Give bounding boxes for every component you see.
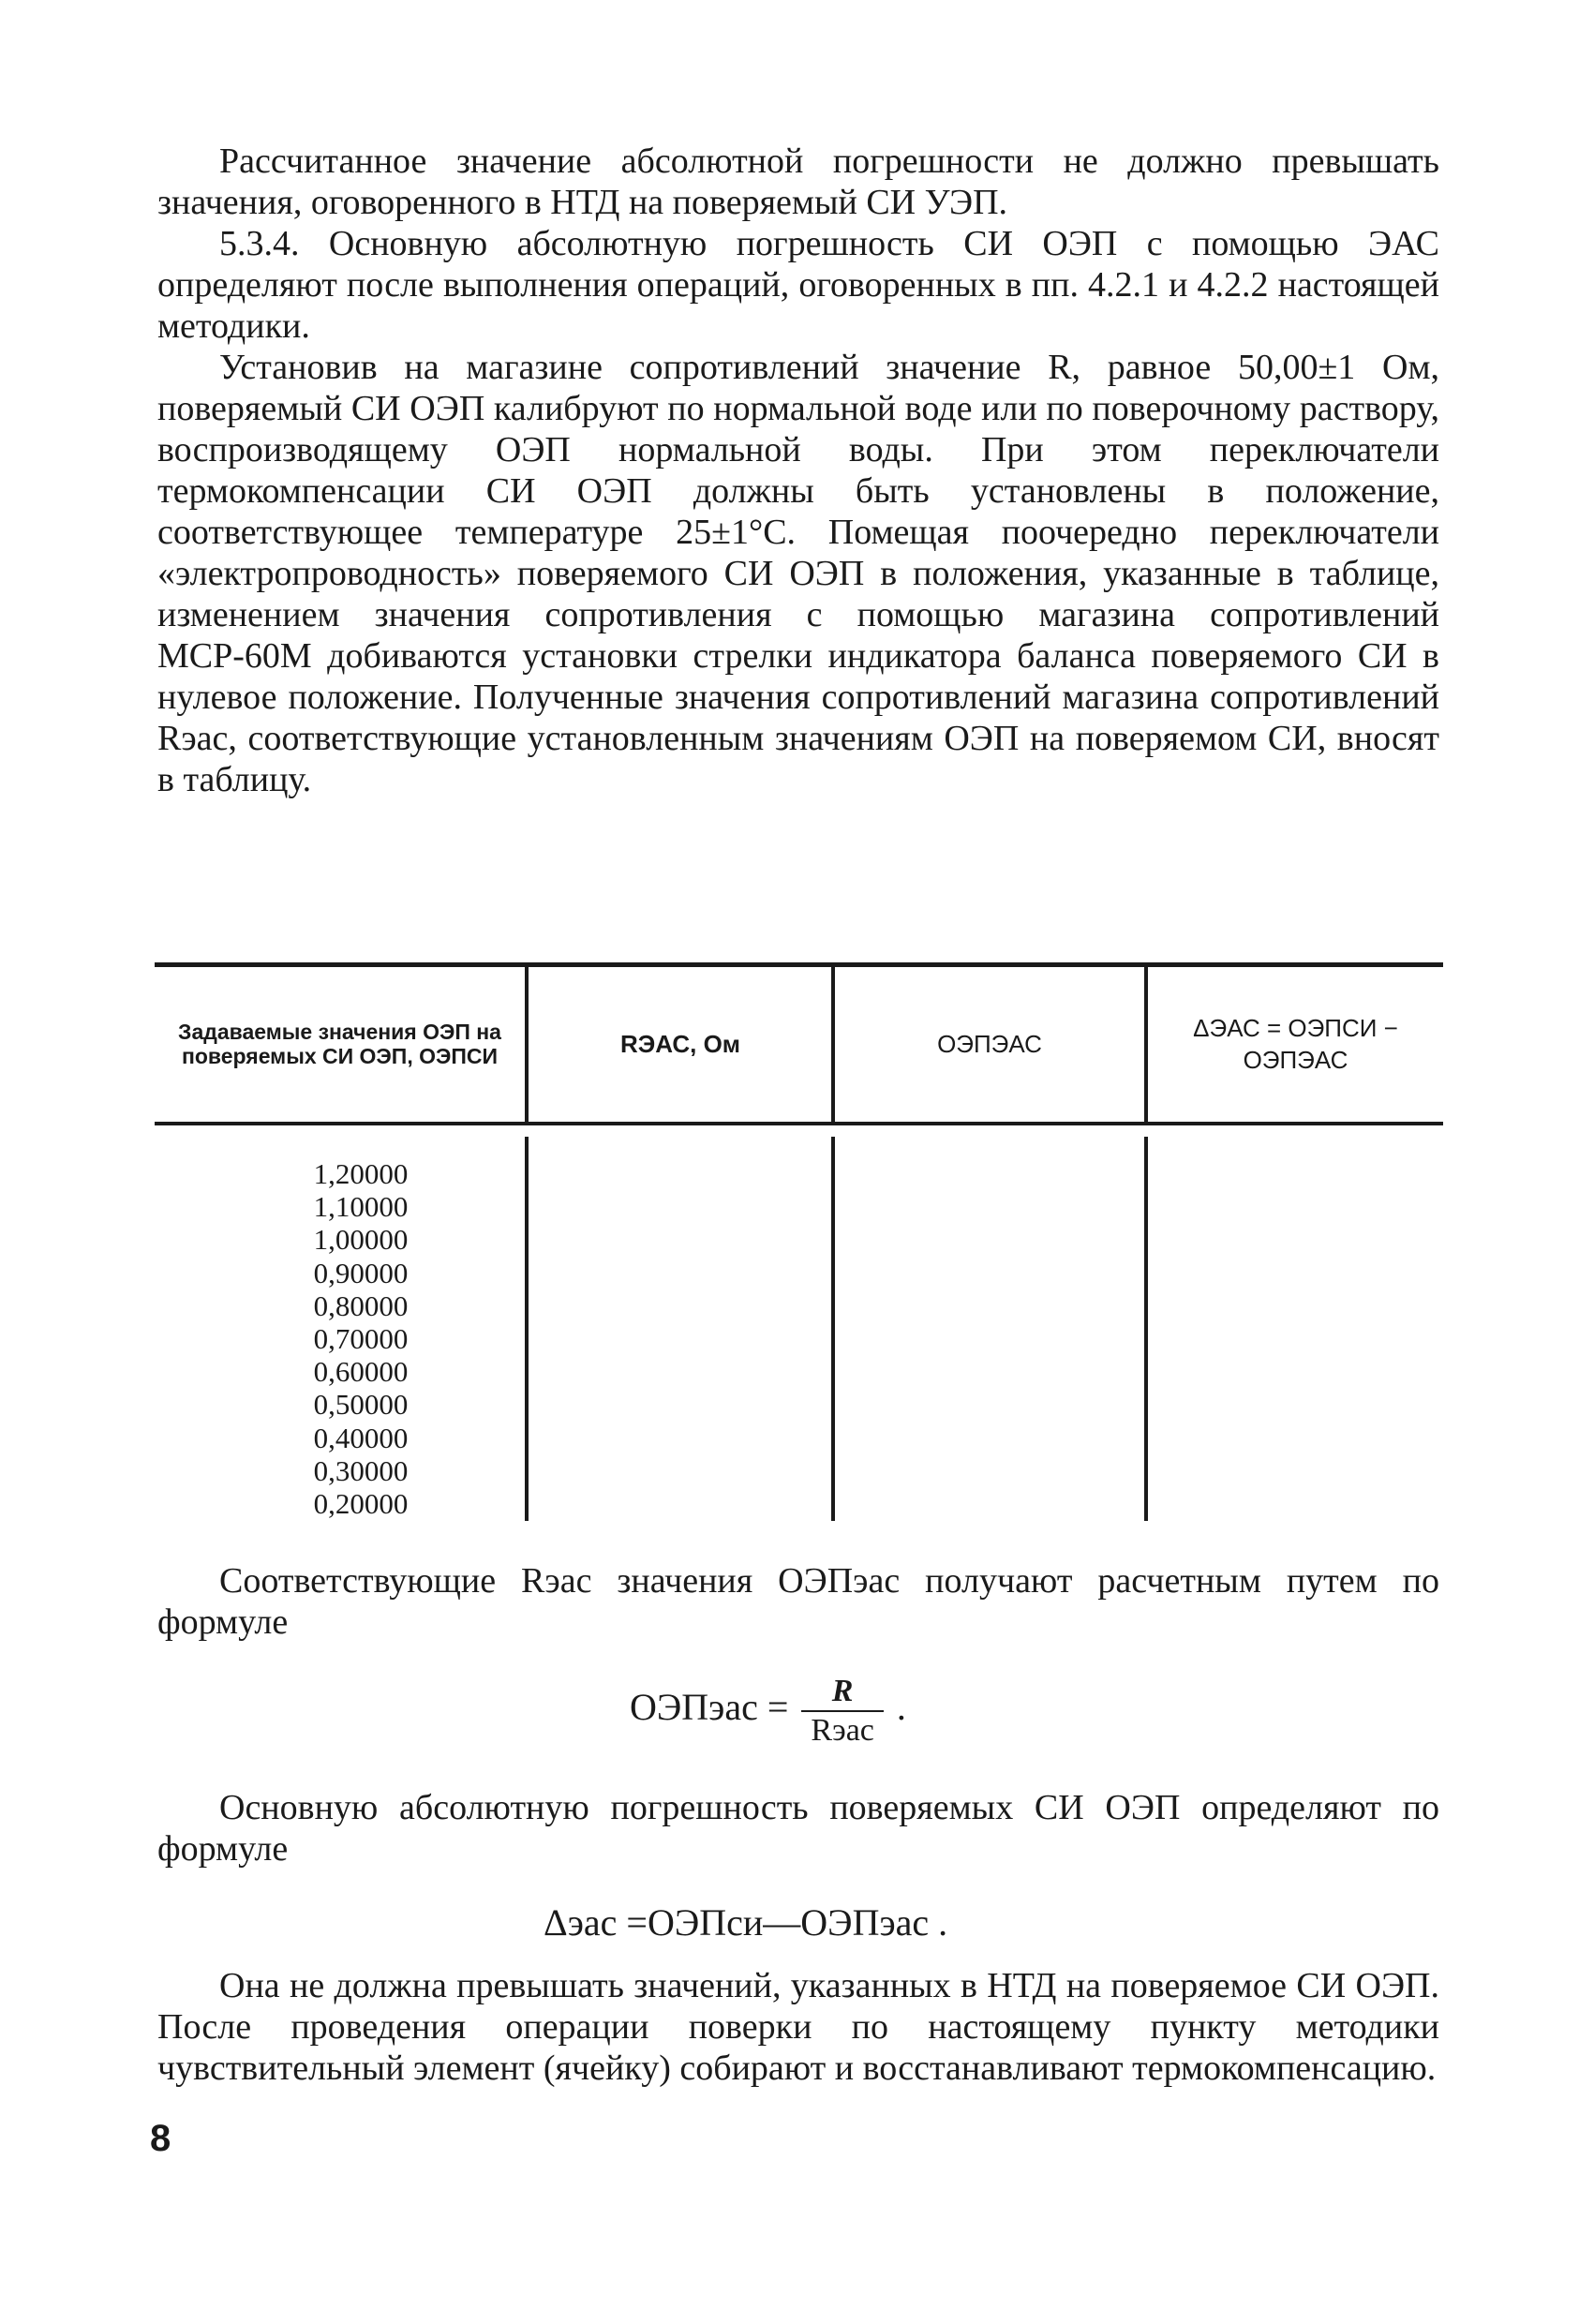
- table-value: 1,20000: [313, 1157, 409, 1190]
- table-value: 0,90000: [313, 1256, 409, 1289]
- body-divider-1: [525, 1137, 529, 1521]
- text-block-bottom: [157, 1965, 1439, 2089]
- column-header-set-values: Задаваемые значения ОЭП на поверяемых СИ ОЭП, ОЭПСИ: [178, 1020, 501, 1068]
- formula-fraction: [801, 1673, 883, 1750]
- table-value: 0,70000: [313, 1322, 409, 1356]
- paragraph-5: Основную абсолютную погрешность поверяемых СИ ОЭП определяют по формуле: [157, 1788, 1439, 1869]
- text-block-error-intro: [157, 1787, 1439, 1870]
- column-header-delta: ΔЭАС = ОЭПСИ − ОЭПЭАС: [1193, 1014, 1398, 1074]
- paragraph-4: Соответствующие Rэас значения ОЭПэас получают расчетным путем по формуле: [157, 1561, 1439, 1642]
- page-number: 8: [150, 2118, 171, 2159]
- formula-lhs: ОЭПэас =: [630, 1686, 789, 1729]
- text-block-formula-intro: [157, 1560, 1439, 1643]
- formula-end: .: [896, 1686, 906, 1729]
- table-value: 0,50000: [313, 1388, 409, 1422]
- table-value: 0,40000: [313, 1421, 409, 1454]
- table-value: 1,10000: [313, 1190, 409, 1224]
- body-divider-2: [831, 1137, 835, 1521]
- table-top-rule: [155, 962, 1443, 967]
- table-value: 1,00000: [313, 1223, 409, 1257]
- body-divider-3: [1144, 1137, 1148, 1521]
- formula-delta: Δэас =ОЭПси—ОЭПэас .: [544, 1901, 948, 1944]
- set-values-list: [276, 1157, 445, 1520]
- header-divider-1: [525, 967, 529, 1122]
- paragraph-6: Она не должна превышать значений, указанных в НТД на поверяемое СИ ОЭП. После проведения операции поверки по настоящему пункту методики чувствительный элемент (ячейку) собирают и восстанавливают термокомпенсацию.: [157, 1966, 1439, 2088]
- formula-denominator: Rэас: [811, 1713, 874, 1748]
- paragraph-2: 5.3.4. Основную абсолютную погрешность СИ ОЭП с помощью ЭАС определяют после выполнения операций, оговоренных в пп. 4.2.1 и 4.2.2 настоящей методики.: [157, 224, 1439, 346]
- table-value: 0,60000: [313, 1355, 409, 1389]
- paragraph-1: Рассчитанное значение абсолютной погрешности не должно превышать значения, оговоренного в НТД на поверяемый СИ УЭП.: [157, 142, 1439, 222]
- table-value: 0,30000: [313, 1453, 409, 1487]
- column-header-resistance: RЭАС, Ом: [619, 1029, 741, 1058]
- table-header-rule: [155, 1122, 1443, 1125]
- column-header-oep-eas: ОЭПЭАС: [937, 1029, 1042, 1058]
- paragraph-3: Установив на магазине сопротивлений значение R, равное 50,00±1 Ом, поверяемый СИ ОЭП калибруют по нормальной воде или по поверочному раствору, воспроизводящему ОЭП нормальной воды. При этом переключатели термокомпенсации СИ ОЭП должны быть установлены в положение, соответствующее температуре 25±1°С. Помещая поочередно переключатели «электропроводность» поверяемого СИ ОЭП в положения, указанные в таблице, изменением значения сопротивления с помощью магазина сопротивлений МСР-60М добиваются установки стрелки индикатора баланса поверяемого СИ в нулевое положение. Полученные значения сопротивлений магазина сопротивлений Rэас, соответствующие установленным значениям ОЭП на поверяемом СИ, вносят в таблицу.: [157, 348, 1439, 799]
- formula-conductivity: [630, 1673, 906, 1750]
- table-value: 0,80000: [313, 1289, 409, 1322]
- text-block-top: [157, 141, 1439, 800]
- table-value: 0,20000: [313, 1487, 409, 1521]
- results-table: [155, 962, 1443, 1525]
- formula-numerator: R: [801, 1673, 883, 1712]
